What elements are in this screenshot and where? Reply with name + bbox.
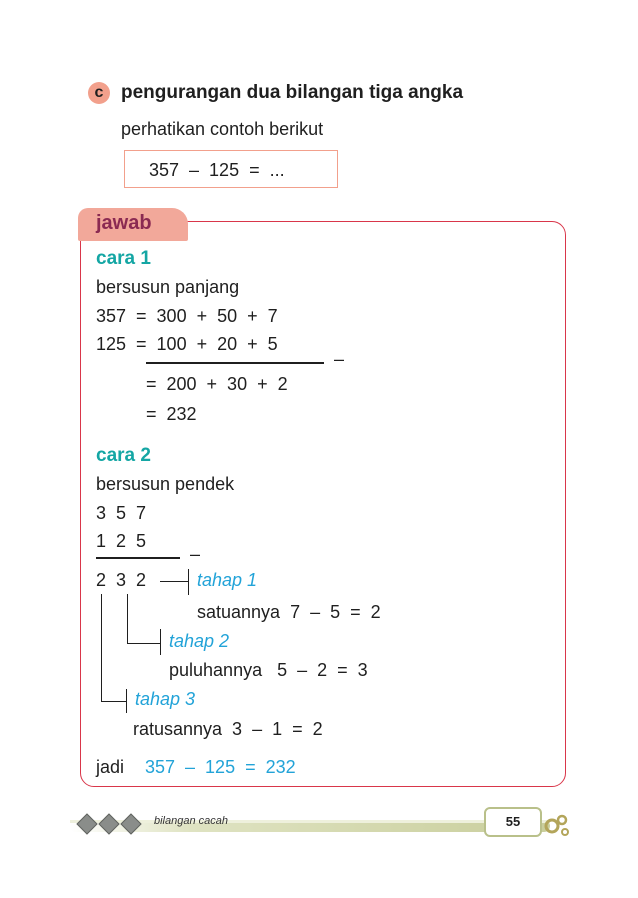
cara2-top-number: 3 5 7 [96,503,147,523]
step3-connector-down [101,594,102,702]
cara2-minus-sign: – [190,544,201,564]
intro-text: perhatikan contoh berikut [121,119,324,139]
step3-label: tahap 3 [135,689,196,709]
cara2-result: 2 3 2 [96,570,147,590]
cara1-row1: 357 = 300 + 50 + 7 [96,306,278,326]
conclusion-prefix: jadi [96,757,125,777]
page-number: 55 [484,807,542,837]
step1-connector-h [160,581,188,582]
conclusion-value: 357 – 125 = 232 [145,757,296,777]
section-badge: c [88,82,110,104]
step2-connector-down [127,594,128,644]
cara2-bottom-number: 1 2 5 [96,531,147,551]
cara2-sum-line [96,557,180,559]
step1-label: tahap 1 [197,570,258,590]
example-expression: 357 – 125 = ... [149,160,285,180]
step2-connector-h [127,643,160,644]
cara1-row2: 125 = 100 + 20 + 5 [96,334,278,354]
step3-text: ratusannya 3 – 1 = 2 [133,719,323,739]
step2-text: puluhannya 5 – 2 = 3 [169,660,368,680]
cara1-minus-sign: – [334,349,345,369]
step2-label: tahap 2 [169,631,230,651]
answer-tab-label: jawab [96,212,152,234]
step3-connector-h [101,701,126,702]
cara1-method: bersusun panjang [96,277,240,297]
cara1-result1: = 200 + 30 + 2 [146,374,288,394]
step1-connector-v [188,569,189,595]
section-title: pengurangan dua bilangan tiga angka [121,82,464,103]
cara1-sum-line [146,362,324,364]
step3-connector-v [126,689,127,713]
step2-connector-v [160,629,161,655]
example-box [124,150,338,188]
answer-tab [78,208,188,241]
step1-text: satuannya 7 – 5 = 2 [197,602,381,622]
cara2-method: bersusun pendek [96,474,235,494]
footer-chapter-label: bilangan cacah [154,815,229,827]
cara2-heading: cara 2 [96,445,151,466]
cara1-result2: = 232 [146,404,197,424]
cara1-heading: cara 1 [96,248,151,269]
